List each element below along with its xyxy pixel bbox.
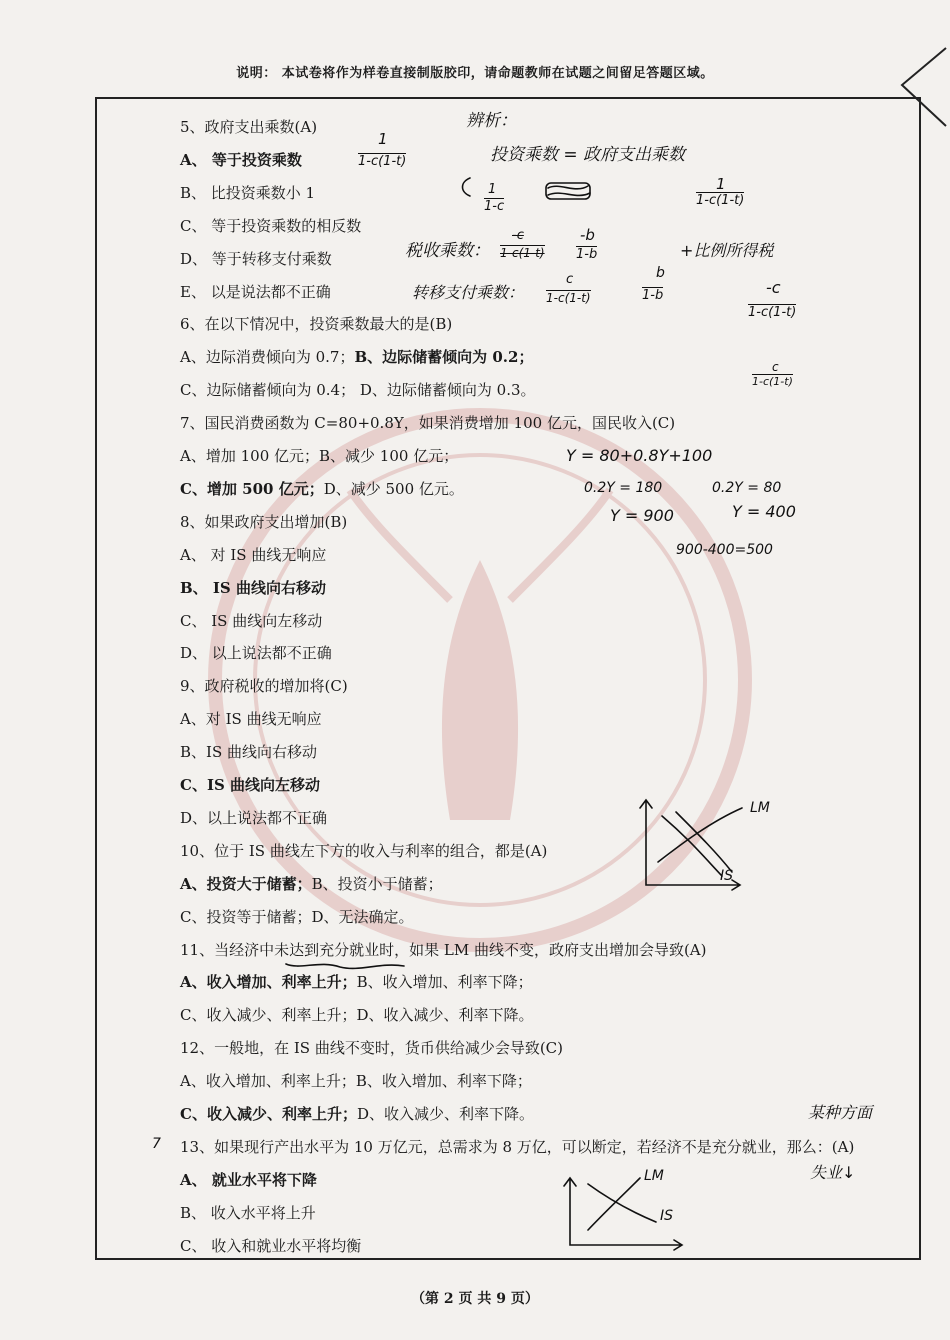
question-line-text: C、边际储蓄倾向为 0.4； D、边际储蓄倾向为 0.3。 xyxy=(180,381,536,400)
hw-frac-4-top: -c xyxy=(512,228,524,243)
hw-scribble-box-icon xyxy=(546,183,590,199)
hw-frac-6-bottom: 1-c(1-t) xyxy=(546,291,591,305)
question-line-text: A、 等于投资乘数 xyxy=(180,150,302,169)
question-line-text: A、收入增加、利率上升； xyxy=(180,973,357,992)
question-line-text: 5、政府支出乘数(A) xyxy=(180,118,318,136)
question-line-text: A、 对 IS 曲线无响应 xyxy=(180,545,327,564)
hw-graph1-lm-label: LM xyxy=(750,800,770,816)
question-line-extra: B、收入增加、利率下降； xyxy=(356,973,533,992)
hw-tax-multiplier-label: 税收乘数： xyxy=(405,241,490,261)
question-line-text: 9、政府税收的增加将(C) xyxy=(180,677,348,696)
question-line-text: C、增加 500 亿元； xyxy=(180,479,324,498)
question-line-text: E、 以是说法都不正确 xyxy=(180,282,331,301)
hw-graph2-is-label: IS xyxy=(660,1208,674,1224)
hw-transfer-multiplier-label: 转移支付乘数： xyxy=(412,283,525,302)
hw-note-bottom-2: 失业↓ xyxy=(810,1163,856,1182)
question-line-text: D、以上说法都不正确 xyxy=(180,808,328,827)
question-line-text: C、 等于投资乘数的相反数 xyxy=(180,216,362,235)
hw-equation-6: 900-400=500 xyxy=(676,542,773,558)
hw-graph1-axes xyxy=(640,800,740,890)
hw-frac-8-bottom: 1-c(1-t) xyxy=(748,305,797,320)
question-line-extra: D、收入减少、利率下降。 xyxy=(356,1105,534,1123)
question-line-text: A、投资大于储蓄； xyxy=(180,874,312,893)
question-line-extra: D、减少 500 亿元。 xyxy=(323,479,464,498)
question-line-text: A、收入增加、利率上升；B、收入增加、利率下降； xyxy=(180,1072,532,1091)
hw-frac-5-top: -b xyxy=(580,226,595,244)
question-line-text: 8、如果政府支出增加(B) xyxy=(180,512,348,531)
hw-scribble-icon xyxy=(548,186,590,195)
hw-mark-7: 7 xyxy=(152,1136,161,1152)
hw-frac-1-bottom: 1-c(1-t) xyxy=(358,154,407,169)
hw-frac-5-bottom: 1-b xyxy=(576,247,598,262)
question-line-text: C、 收入和就业水平将均衡 xyxy=(180,1236,362,1255)
hw-equation-3: Y = 900 xyxy=(610,506,674,525)
question-line-extra: B、投资小于储蓄； xyxy=(311,874,443,893)
page-footer: （第 2 页 共 9 页） xyxy=(411,1291,539,1307)
hw-graph1-is-curve xyxy=(662,816,722,876)
question-line-text: C、IS 曲线向左移动 xyxy=(180,776,321,794)
question-line-text: C、投资等于储蓄；D、无法确定。 xyxy=(180,907,414,926)
question-line-text: 10、位于 IS 曲线左下方的收入与利率的组合，都是(A) xyxy=(180,841,548,860)
question-line-text: C、收入减少、利率上升；D、收入减少、利率下降。 xyxy=(180,1006,534,1025)
hw-frac-7-bottom: 1-b xyxy=(642,288,664,303)
hw-equation-1: Y = 80+0.8Y+100 xyxy=(566,446,713,465)
hw-brace-icon xyxy=(463,178,471,196)
hw-frac-8-top: -c xyxy=(766,278,781,297)
hw-frac-2-bottom: 1-c xyxy=(484,199,505,214)
hw-frac-7-top: b xyxy=(656,265,665,281)
hw-frac-1-top: 1 xyxy=(378,130,388,148)
question-line-text: A、边际消费倾向为 0.7； xyxy=(180,348,355,367)
hw-graph1-is-label: IS xyxy=(720,868,734,884)
hw-graph2-lm-label: LM xyxy=(644,1168,664,1184)
hw-graph2-lm-curve xyxy=(588,1178,640,1230)
question-line-text: D、 等于转移支付乘数 xyxy=(180,249,332,268)
question-line-text: D、 以上说法都不正确 xyxy=(180,644,332,663)
question-line-extra: B、边际储蓄倾向为 0.2； xyxy=(354,348,534,367)
question-line-text: A、增加 100 亿元；B、减少 100 亿元； xyxy=(180,447,459,465)
question-line-text: C、 IS 曲线向左移动 xyxy=(180,611,323,630)
hw-frac-3-top: 1 xyxy=(716,175,726,193)
hw-graph1-lm-curve xyxy=(658,808,742,862)
hw-frac-9-bottom: 1-c(1-t) xyxy=(752,375,793,388)
question-line-text: 7、国民消费函数为 C=80+0.8Y，如果消费增加 100 亿元，国民收入(C) xyxy=(180,414,676,433)
question-line-text: A、对 IS 曲线无响应 xyxy=(180,710,322,729)
hw-frac-3-bottom: 1-c(1-t) xyxy=(696,193,745,208)
question-line-text: 11、当经济中未达到充分就业时，如果 LM 曲线不变，政府支出增加会导致(A) xyxy=(180,940,707,959)
hw-frac-9-top: c xyxy=(772,360,779,374)
question-line-text: C、收入减少、利率上升； xyxy=(180,1105,357,1123)
hw-graph2-axes xyxy=(564,1178,682,1250)
question-line-text: 6、在以下情况中，投资乘数最大的是(B) xyxy=(180,315,453,334)
hw-equation-4: 0.2Y = 80 xyxy=(712,480,782,496)
hw-frac-6-top: c xyxy=(566,272,574,287)
hw-underline-full-employment xyxy=(286,964,404,968)
hw-frac-4-bottom: 1-c(1-t) xyxy=(500,246,545,260)
hw-graph2-is-curve xyxy=(588,1184,656,1222)
question-line-text: B、 收入水平将上升 xyxy=(180,1203,316,1222)
hw-tax-note: +比例所得税 xyxy=(680,241,774,260)
question-line-text: 12、一般地，在 IS 曲线不变时，货币供给减少会导致(C) xyxy=(180,1039,564,1058)
hw-invest-equals-gov: 投资乘数 = 政府支出乘数 xyxy=(490,145,686,165)
question-line-text: B、 比投资乘数小 1 xyxy=(180,183,316,202)
hw-note-title: 辨析： xyxy=(466,111,517,131)
hw-note-bottom-1: 某种方面 xyxy=(808,1103,873,1122)
question-line-text: A、 就业水平将下降 xyxy=(180,1170,317,1189)
hw-frac-2-top: 1 xyxy=(488,182,497,197)
question-line-text: 13、如果现行产出水平为 10 万亿元，总需求为 8 万亿，可以断定，若经济不是充分就业，那么：(A) xyxy=(180,1137,855,1156)
question-line-text: B、 IS 曲线向右移动 xyxy=(180,578,326,597)
hw-equation-2: 0.2Y = 180 xyxy=(584,480,663,496)
exam-notice: 说明： 本试卷将作为样卷直接制版胶印，请命题教师在试题之间留足答题区域。 xyxy=(236,66,714,81)
question-line-text: B、IS 曲线向右移动 xyxy=(180,743,317,762)
hw-equation-5: Y = 400 xyxy=(732,502,796,521)
